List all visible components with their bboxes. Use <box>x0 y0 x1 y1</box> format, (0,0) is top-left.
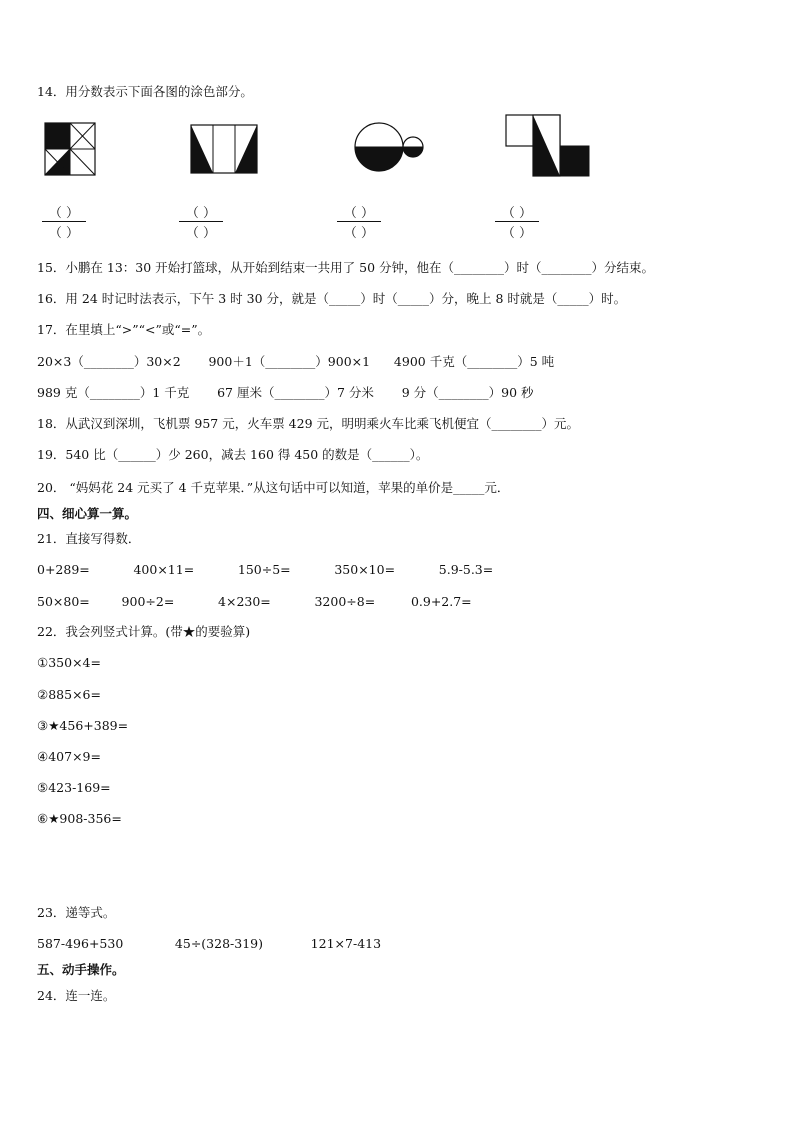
q20: 20． “妈妈花 24 元买了 4 千克苹果．”从这句话中可以知道，苹果的单价是_____元． <box>37 480 510 495</box>
fraction-blank-4[interactable]: （ ） （ ） <box>493 202 541 242</box>
q17-row-1: 20×3（________）30×2 900＋1（________）900×1 4900 千克（________）5 吨 <box>37 354 555 369</box>
q21-row-1: 0+289= 400×11= 150÷5= 350×10= 5.9-5.3= <box>37 562 494 577</box>
q17-row-2: 989 克（________）1 千克 67 厘米（________）7 分米 9 分（________）90 秒 <box>37 385 534 400</box>
figure-4-squares <box>505 114 591 178</box>
q17-title: 17．在里填上“>”“<”或“=”。 <box>37 322 211 337</box>
fraction-blank-3[interactable]: （ ） （ ） <box>335 202 383 242</box>
q22-item-5: ⑤423-169= <box>37 780 111 795</box>
q22-item-6: ⑥★908-356= <box>37 811 122 826</box>
q16: 16．用 24 时记时法表示，下午 3 时 30 分，就是（_____）时（_____）分，晚上 8 时就是（_____）时。 <box>37 291 627 306</box>
q23-title: 23．递等式。 <box>37 905 116 920</box>
q15: 15．小鹏在 13：30 开始打篮球，从开始到结束一共用了 50 分钟，他在（________）时（________）分结束。 <box>37 260 655 275</box>
figure-3-circles <box>352 120 426 172</box>
q22-title: 22．我会列竖式计算。(带★的要验算) <box>37 624 251 639</box>
q22-item-1: ①350×4= <box>37 655 101 670</box>
figure-2-rectangle <box>190 124 258 174</box>
q19: 19．540 比（______）少 260，减去 160 得 450 的数是（______）。 <box>37 447 429 462</box>
q24: 24．连一连。 <box>37 988 116 1003</box>
section-4-heading: 四、细心算一算。 <box>37 506 138 521</box>
section-5-heading: 五、动手操作。 <box>37 962 125 977</box>
q22-item-4: ④407×9= <box>37 749 101 764</box>
q22-item-3: ③★456+389= <box>37 718 129 733</box>
q23-row: 587-496+530 45÷(328-319) 121×7-413 <box>37 936 382 951</box>
q14-title: 14．用分数表示下面各图的涂色部分。 <box>37 84 253 99</box>
q21-row-2: 50×80= 900÷2= 4×230= 3200÷8= 0.9+2.7= <box>37 594 472 609</box>
q22-item-2: ②885×6= <box>37 687 101 702</box>
fraction-blank-1[interactable]: （ ） （ ） <box>40 202 88 242</box>
figure-1-grid-square <box>44 122 96 176</box>
q21-title: 21．直接写得数． <box>37 531 141 546</box>
fraction-blank-2[interactable]: （ ） （ ） <box>177 202 225 242</box>
q18: 18．从武汉到深圳，飞机票 957 元，火车票 429 元，明明乘火车比乘飞机便宜（________）元。 <box>37 416 580 431</box>
